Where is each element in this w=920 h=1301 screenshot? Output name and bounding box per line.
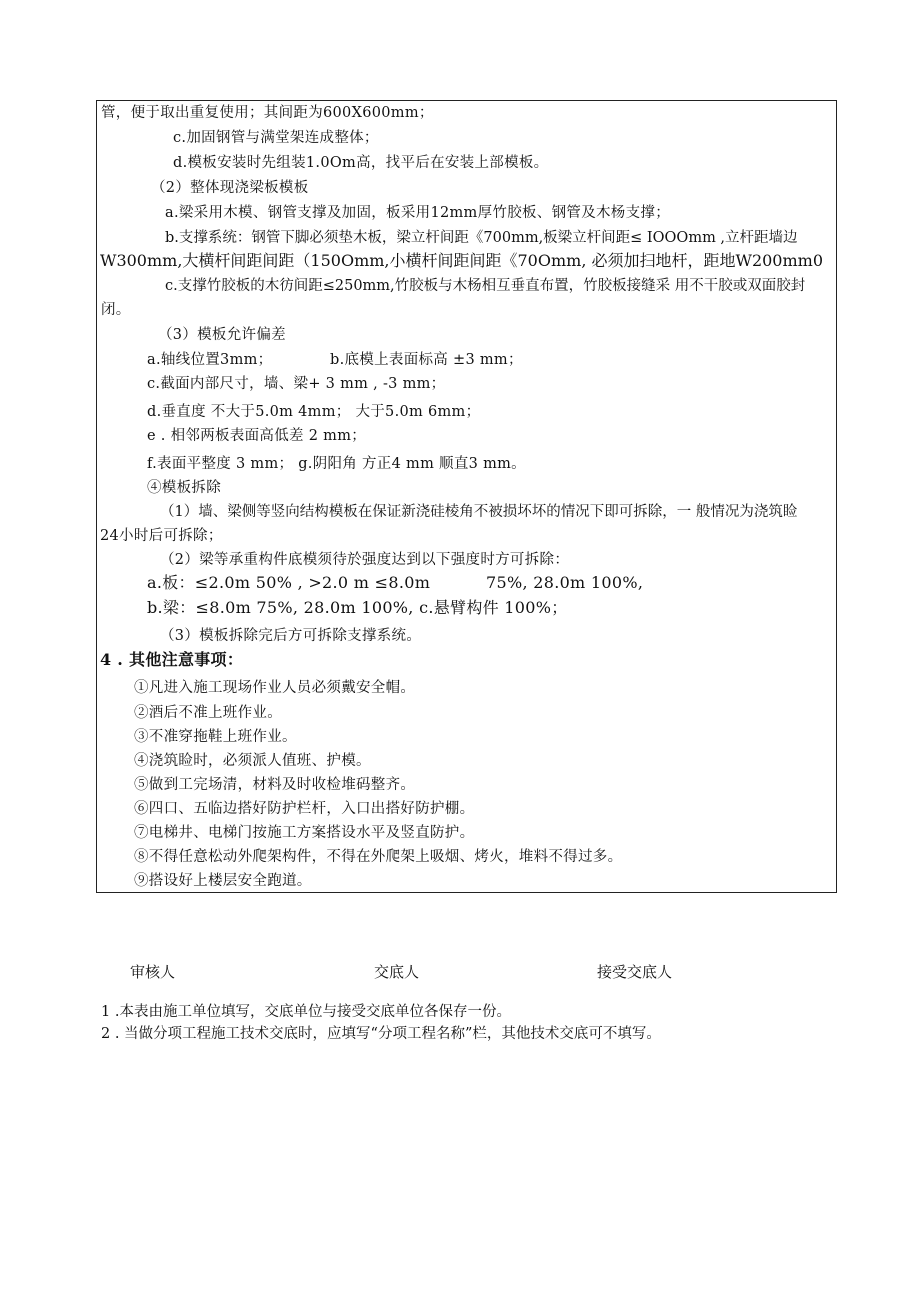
list-item: ④浇筑睑时，必须派人值班、护模。 [134,753,371,769]
list-item: ⑧不得任意松动外爬架构件，不得在外爬架上吸烟、烤火，堆料不得过多。 [134,849,623,865]
text-line: （1）墙、梁侧等竖向结构模板在保证新浇硅棱角不被损坏坏的情况下即可拆除，一 般情况为浇筑睑 [160,504,798,520]
list-item: ⑦电梯井、电梯门按施工方案搭设水平及竖直防护。 [134,825,475,841]
text-line: c.截面内部尺寸，墙、梁+ 3 mm , -3 mm； [147,376,446,392]
text-line: e . 相邻两板表面高低差 2 mm； [147,428,367,444]
text-line: a.轴线位置3mm； [147,352,273,368]
list-item: ③不准穿拖鞋上班作业。 [134,729,297,745]
section-heading: （3）模板允许偏差 [158,327,286,343]
list-item: ⑤做到工完场清，材料及时收检堆码整齐。 [134,777,416,793]
footnote-2: 2 . 当做分项工程施工技术交底时，应填写“分项工程名称”栏，其他技术交底可不填写。 [101,1026,661,1042]
list-item: ⑨搭设好上楼层安全跑道。 [134,873,312,889]
text-line: a.梁采用木模、钢管支撑及加固，板采用12mm厚竹胶板、钢管及木杨支撑； [165,205,671,221]
list-item: ②酒后不准上班作业。 [134,705,282,721]
text-line: 24小时后可拆除； [100,528,223,544]
list-item: ①凡进入施工现场作业人员必须戴安全帽。 [134,680,416,696]
section-heading: （2）整体现浇梁板模板 [151,180,309,196]
receiver-label: 接受交底人 [597,963,673,981]
text-line: （3）模板拆除完后方可拆除支撑系统。 [160,628,422,644]
text-line: f.表面平整度 3 mm； g.阴阳角 方正4 mm 顺直3 mm。 [147,456,526,472]
text-line: b.梁：≤8.0m 75%, 28.0m 100%, c.悬臂构件 100%； [147,598,568,617]
text-line: d.模板安装时先组装1.0Om高，找平后在安装上部模板。 [173,155,549,171]
text-line: 闭。 [101,302,131,318]
text-line: W300mm,大横杆间距间距（150Omm,小横杆间距间距《70Omm, 必须加扫地杆，距地W200mm0 [100,251,824,270]
text-line: b.底模上表面标高 ±3 mm； [330,352,523,368]
section-heading: ④模板拆除 [147,480,221,496]
text-line: 管，便于取出重复使用；其间距为600X600mm； [101,105,434,121]
text-line: （2）梁等承重构件底模须待於强度达到以下强度时方可拆除： [160,552,570,568]
section-heading: 4 . 其他注意事项： [100,650,244,669]
text-line: a.板：≤2.0m 50% , >2.0 m ≤8.0m [147,573,431,592]
text-line: c.支撑竹胶板的木彷间距≤250mm,竹胶板与木杨相互垂直布置，竹胶板接缝采 用不干胶或双面胶封 [165,278,806,294]
text-line: d.垂直度 不大于5.0m 4mm； 大于5.0m 6mm； [147,404,481,420]
text-line: c.加固钢管与满堂架连成整体； [173,130,379,146]
reviewer-label: 审核人 [130,963,176,981]
text-line: 75%, 28.0m 100%, [486,573,644,592]
discloser-label: 交底人 [374,963,420,981]
list-item: ⑥四口、五临边搭好防护栏杆，入口出搭好防护棚。 [134,801,475,817]
text-line: b.支撑系统：钢管下脚必须垫木板，梁立杆间距《700mm,板梁立杆间距≤ IOOOmm ,立杆距墙边 [165,230,798,246]
footnote-1: 1 .本表由施工单位填写，交底单位与接受交底单位各保存一份。 [101,1004,511,1020]
